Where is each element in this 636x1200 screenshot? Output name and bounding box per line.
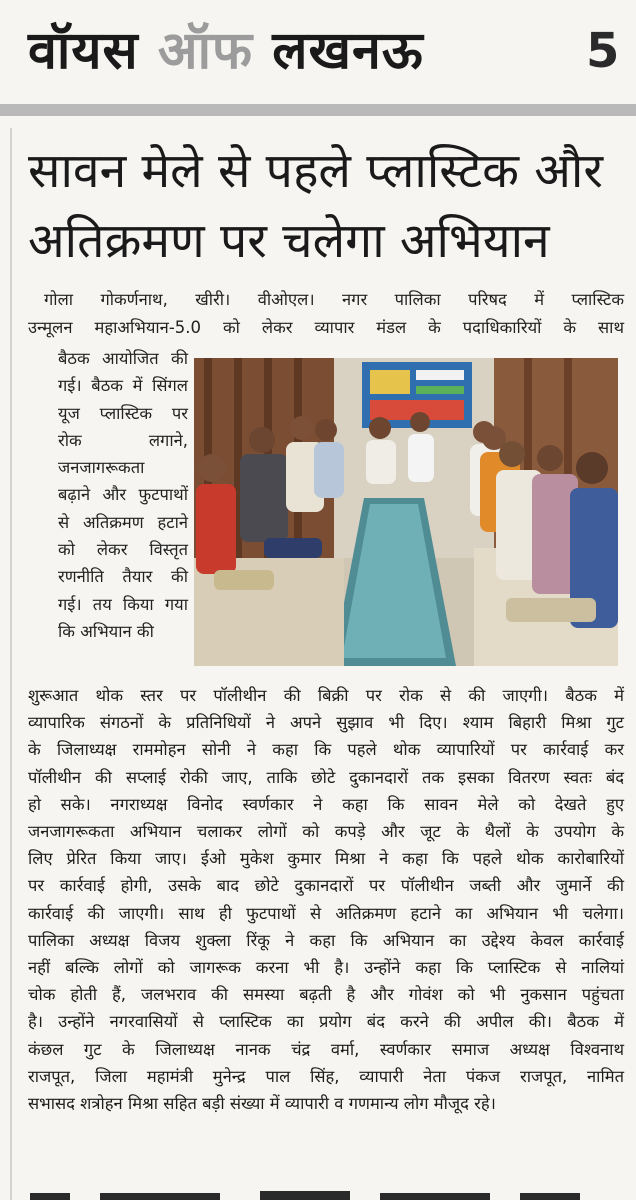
body-line: पॉलीथीन की सप्लाई रोकी जाए, ताकि छोटे दुकानदारों तक इसका वितरण स्वतः बंद — [28, 767, 624, 787]
newspaper-name — [28, 16, 424, 86]
body-line: जनजागरूकता अभियान चलाकर लोगों को कपड़े और जूट के थैलों के उपयोग के — [28, 822, 624, 842]
body-line: चोक होती हैं, जलभराव की समस्या बढ़ती है और गोवंश को भी नुकसान पहुंचता — [28, 985, 624, 1005]
masthead-word-3: लखनऊ — [272, 21, 424, 81]
column-line: रणनीति तैयार की — [58, 567, 188, 587]
masthead-word-2: ऑफ — [157, 21, 254, 81]
body-line: कार्रवाई की जाएगी। साथ ही फुटपाथों से अतिक्रमण हटाने का अभियान भी चलेगा। — [28, 903, 624, 923]
column-line: गई। तय किया गया — [58, 594, 188, 614]
masthead-rule — [0, 104, 636, 116]
article-body — [28, 682, 624, 1117]
body-line: राजपूत, जिला महामंत्री मुनेन्द्र पाल सिंह, व्यापारी नेता पंकज राजपूत, नामित — [28, 1066, 624, 1086]
next-article-fragment — [30, 1186, 590, 1200]
body-line: सभासद शत्रोहन मिश्रा सहित बड़ी संख्या में व्यापारी व गणमान्य लोग मौजूद रहे। — [28, 1094, 496, 1114]
wrapped-text-column — [58, 345, 188, 645]
column-divider — [10, 128, 12, 1200]
body-line: कंछल गुट के जिलाध्यक्ष नानक चंद्र वर्मा, स्वर्णकार समाज अध्यक्ष विश्वनाथ — [28, 1039, 624, 1059]
column-line: कि अभियान की — [58, 621, 154, 641]
body-line: के जिलाध्यक्ष राममोहन सोनी ने कहा कि पहले थोक व्यापारियों पर कार्रवाई कर — [28, 740, 624, 760]
body-line: पर कार्रवाई होगी, उसके बाद छोटे दुकानदारों पर पॉलीथीन जब्ती और जुमार्ने की — [28, 876, 624, 896]
body-line: शुरूआत थोक स्तर पर पॉलीथीन की बिक्री पर रोक से की जाएगी। बैठक में — [28, 686, 624, 705]
article-headline — [28, 136, 628, 276]
column-line: बैठक आयोजित की — [58, 349, 188, 368]
body-line: नहीं बल्कि लोगों को जागरूक करना भी है। उन्होंने कहा कि प्लास्टिक से नालियां — [28, 958, 624, 978]
body-line: हो सके। नगराध्यक्ष विनोद स्वर्णकार ने कहा कि सावन मेले को देखते हुए — [28, 794, 624, 814]
body-line: व्यापारिक संगठनों के प्रतिनिधियों ने अपने सुझाव भी दिए। श्याम बिहारी मिश्रा गुट — [28, 713, 624, 733]
body-line: है। उन्होंने नगरवासियों से प्लास्टिक का प्रयोग बंद करने की अपील की। बैठक में — [28, 1012, 624, 1032]
page-number: 5 — [586, 23, 620, 79]
column-line: को लेकर विस्तृत — [58, 540, 188, 560]
intro-line-2: उन्मूलन महाअभियान-5.0 को लेकर व्यापार मंडल के पदाधिकारियों के साथ — [28, 318, 624, 337]
body-line: पालिका अध्यक्ष विजय शुक्ला रिंकू ने कहा कि अभियान का उद्देश्य केवल कार्रवाई — [28, 930, 624, 950]
column-line: यूज प्लास्टिक पर — [58, 403, 188, 423]
masthead — [0, 0, 636, 104]
column-line: गई। बैठक में सिंगल — [58, 376, 188, 396]
column-line: बढ़ाने और फुटपाथों — [58, 485, 188, 505]
body-line: लिए प्रेरित किया जाए। ईओ मुकेश कुमार मिश्रा ने कहा कि पहले थोक कारोबारियों — [28, 849, 624, 869]
meeting-photo — [194, 358, 618, 666]
masthead-word-1: वॉयस — [28, 21, 139, 81]
column-line: जनजागरूकता — [58, 458, 145, 478]
column-line: रोक लगाने, — [58, 430, 188, 450]
headline-line-1: सावन मेले से पहले प्लास्टिक और — [28, 143, 604, 199]
column-line: से अतिक्रमण हटाने — [58, 512, 188, 532]
intro-line-1: गोला गोकर्णनाथ, खीरी। वीओएल। नगर पालिका परिषद में प्लास्टिक — [44, 290, 624, 309]
headline-line-2: अतिक्रमण पर चलेगा अभियान — [28, 213, 550, 269]
